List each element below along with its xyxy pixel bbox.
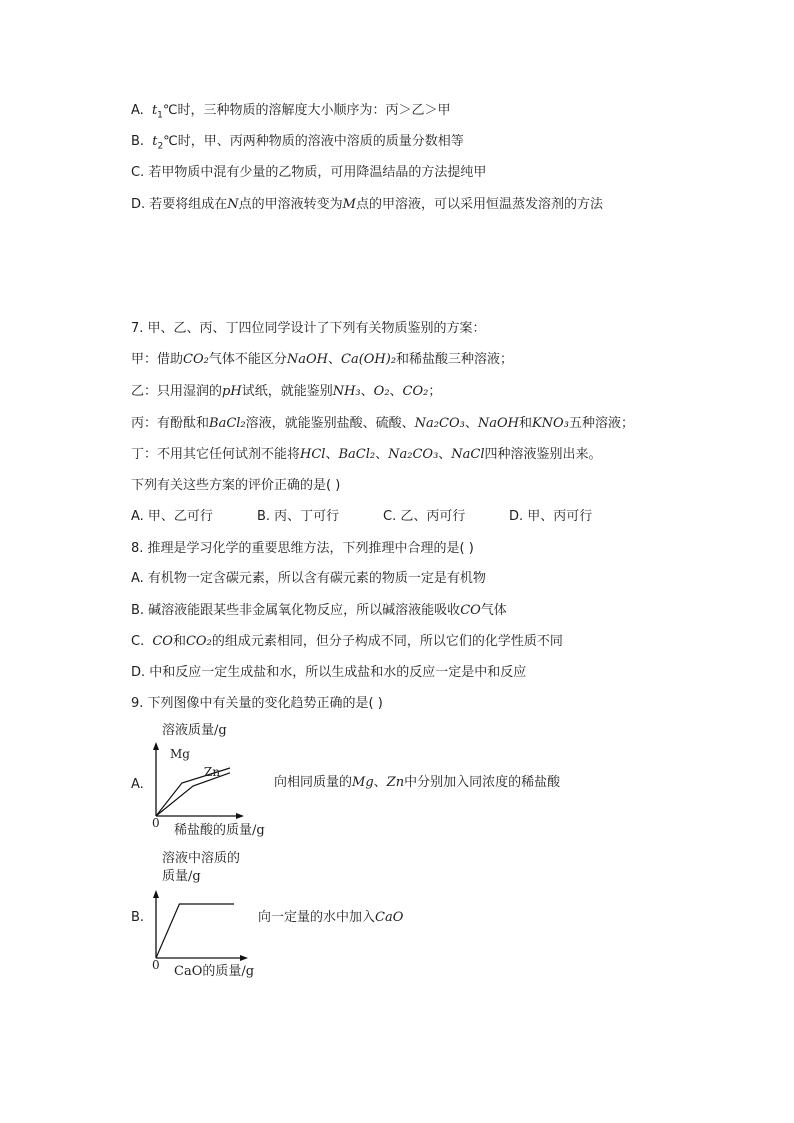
q9-option-a-caption: 向相同质量的Mg、Zn中分别加入同浓度的稀盐酸 bbox=[274, 775, 561, 790]
q6-a-sub: 1 bbox=[157, 110, 163, 121]
q6-option-b[interactable]: B. $t_2℃$时，甲、丙两种物质的溶液中溶质的质量分数相等 bbox=[131, 134, 464, 152]
q7-plan-ding: 丁：不用其它任何试剂不能将HCl、BaCl₂、Na₂CO₃、NaCl四种溶液鉴别出来。 bbox=[131, 447, 602, 462]
q7-option-b[interactable]: B. 丙、丁可行 bbox=[257, 509, 340, 524]
q8-option-b[interactable]: B. 碱溶液能跟某些非金属氧化物反应，所以碱溶液能吸收CO气体 bbox=[131, 603, 507, 618]
q7-option-a[interactable]: A. 甲、乙可行 bbox=[131, 509, 213, 524]
graph-b-origin: 0 bbox=[152, 958, 160, 972]
q7-plan-yi: 乙：只用湿润的pH试纸，就能鉴别NH₃、O₂、CO₂； bbox=[131, 384, 442, 399]
q7-option-c[interactable]: C. 乙、丙可行 bbox=[383, 509, 466, 524]
q6-option-c[interactable]: C. 若甲物质中混有少量的乙物质，可用降温结晶的方法提纯甲 bbox=[131, 165, 487, 180]
q7-plan-bing: 丙：有酚酞和BaCl₂溶液，就能鉴别盐酸、硫酸、Na₂CO₃、NaOH和KNO₃五种溶液； bbox=[131, 416, 634, 431]
graph-b-y-arrow bbox=[153, 890, 159, 898]
graph-a-origin: 0 bbox=[152, 816, 160, 830]
q7-question: 下列有关这些方案的评价正确的是( ) bbox=[131, 478, 341, 493]
q6-a-t: t bbox=[151, 103, 158, 118]
q6-option-a[interactable]: A. $t_1℃$时，三种物质的溶解度大小顺序为：丙＞乙＞甲 bbox=[131, 103, 451, 121]
q7-stem: 7. 甲、乙、丙、丁四位同学设计了下列有关物质鉴别的方案： bbox=[131, 321, 486, 336]
q9-option-b-caption: 向一定量的水中加入CaO bbox=[258, 910, 404, 925]
q6-b-sub: 2 bbox=[157, 141, 164, 152]
graph-a-xlabel: 稀盐酸的质量/g bbox=[174, 823, 265, 838]
q9-option-b-label[interactable]: B. bbox=[131, 910, 145, 925]
q7-option-d[interactable]: D. 甲、丙可行 bbox=[509, 509, 593, 524]
graph-b-x-arrow bbox=[240, 955, 248, 961]
q6-option-d[interactable]: D. 若要将组成在N点的甲溶液转变为M点的甲溶液，可以采用恒温蒸发溶剂的方法 bbox=[131, 197, 603, 212]
graph-b-series-0 bbox=[156, 904, 234, 958]
graph-a-series-label-zn: Zn bbox=[204, 765, 221, 779]
graph-a-series-label-mg: Mg bbox=[170, 747, 190, 761]
graph-a-x-arrow bbox=[236, 813, 244, 819]
graph-a-y-arrow bbox=[153, 742, 159, 750]
q8-option-c[interactable]: C. CO和CO₂的组成元素相同，但分子构成不同，所以它们的化学性质不同 bbox=[131, 634, 563, 649]
q9-stem: 9. 下列图像中有关量的变化趋势正确的是( ) bbox=[131, 696, 383, 711]
q8-option-d[interactable]: D. 中和反应一定生成盐和水，所以生成盐和水的反应一定是中和反应 bbox=[131, 665, 527, 680]
graph-b-xlabel: CaO的质量/g bbox=[174, 964, 255, 979]
q7-plan-jia: 甲：借助CO₂气体不能区分NaOH、Ca(OH)₂和稀盐酸三种溶液； bbox=[131, 352, 514, 367]
q6-b-t: t bbox=[152, 134, 158, 149]
q8-option-a[interactable]: A. 有机物一定含碳元素，所以含有碳元素的物质一定是有机物 bbox=[131, 571, 486, 586]
graph-b-ylabel-1: 溶液中溶质的 bbox=[162, 851, 241, 866]
graph-a-ylabel: 溶液质量/g bbox=[162, 723, 227, 738]
q9-graph-a bbox=[148, 720, 288, 838]
q9-option-a-label[interactable]: A. bbox=[131, 777, 144, 792]
graph-b-ylabel-2: 质量/g bbox=[162, 869, 201, 884]
q8-stem: 8. 推理是学习化学的重要思维方法，下列推理中合理的是( ) bbox=[131, 541, 474, 556]
